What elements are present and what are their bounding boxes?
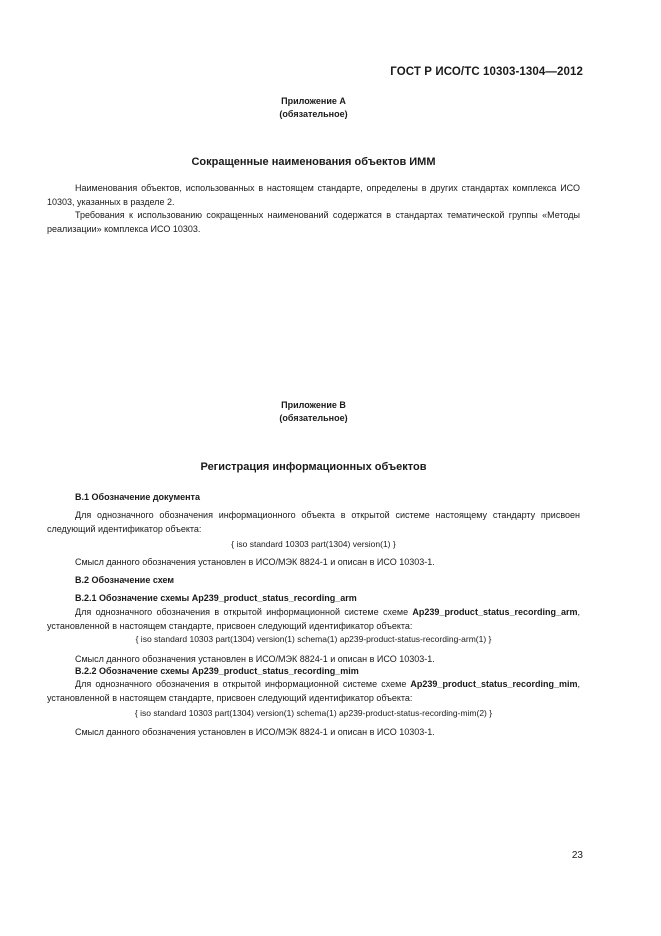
section-b1-identifier: { iso standard 10303 part(1304) version(1) } — [231, 539, 396, 549]
section-b21-identifier: { iso standard 10303 part(1304) version(1) schema(1) ap239-product-status-recording-arm(1) } — [135, 634, 492, 644]
section-b21-schema-name: Ap239_product_status_recording_arm — [412, 607, 578, 617]
section-b22-schema-name: Ap239_product_status_recording_mim — [410, 679, 578, 689]
annex-a-body — [47, 182, 580, 236]
annex-a-label: Приложение А — [281, 96, 346, 106]
annex-b-title: Регистрация информационных объектов — [200, 461, 427, 473]
section-b2-heading: В.2 Обозначение схем — [75, 575, 175, 585]
section-b1-heading: В.1 Обозначение документа — [75, 492, 200, 502]
annex-b-heading — [47, 399, 580, 425]
annex-b-label: Приложение В — [281, 400, 346, 410]
annex-a-paragraph-2: Требования к использованию сокращенных наименований содержатся в стандартах тематической группы «Методы реализации» комплекса ИСО 10303. — [47, 210, 580, 234]
annex-a-heading — [47, 95, 580, 121]
section-b22-heading: В.2.2 Обозначение схемы Ap239_product_status_recording_mim — [75, 666, 359, 676]
section-b21-heading: В.2.1 Обозначение схемы Ap239_product_status_recording_arm — [75, 593, 357, 603]
annex-a-title: Сокращенные наименования объектов ИММ — [191, 156, 436, 168]
section-b21-note: Смысл данного обозначения установлен в ИСО/МЭК 8824-1 и описан в ИСО 10303-1. — [75, 654, 435, 664]
annex-a-paragraph-1: Наименования объектов, использованных в настоящем стандарте, определены в других стандартах комплекса ИСО 10303, указанных в разделе 2. — [47, 183, 580, 207]
section-b1-text: Для однозначного обозначения информационного объекта в открытой системе настоящему стандарту присвоен следующий идентификатор объекта: — [47, 510, 580, 534]
page-number: 23 — [571, 850, 583, 861]
document-header: ГОСТ Р ИСО/ТС 10303-1304—2012 — [390, 66, 583, 78]
section-b22-text-end: , установленной в настоящем стандарте, присвоен следующий идентификатор объекта: — [47, 679, 580, 703]
section-b22-text — [47, 678, 580, 705]
section-b22-text-start: Для однозначного обозначения в открытой информационной системе схеме — [75, 679, 411, 689]
annex-b-status: (обязательное) — [279, 413, 348, 423]
section-b21-text-end: , установленной в настоящем стандарте, присвоен следующий идентификатор объекта: — [47, 607, 580, 631]
section-b22-identifier: { iso standard 10303 part(1304) version(1) schema(1) ap239-product-status-recording-mim(2) } — [134, 708, 493, 718]
section-b1-note: Смысл данного обозначения установлен в ИСО/МЭК 8824-1 и описан в ИСО 10303-1. — [75, 557, 435, 567]
section-b21-text-start: Для однозначного обозначения в открытой информационной системе схеме — [75, 607, 413, 617]
section-b21-text — [47, 606, 580, 633]
annex-a-status: (обязательное) — [279, 109, 348, 119]
section-b22-note: Смысл данного обозначения установлен в ИСО/МЭК 8824-1 и описан в ИСО 10303-1. — [75, 727, 435, 737]
